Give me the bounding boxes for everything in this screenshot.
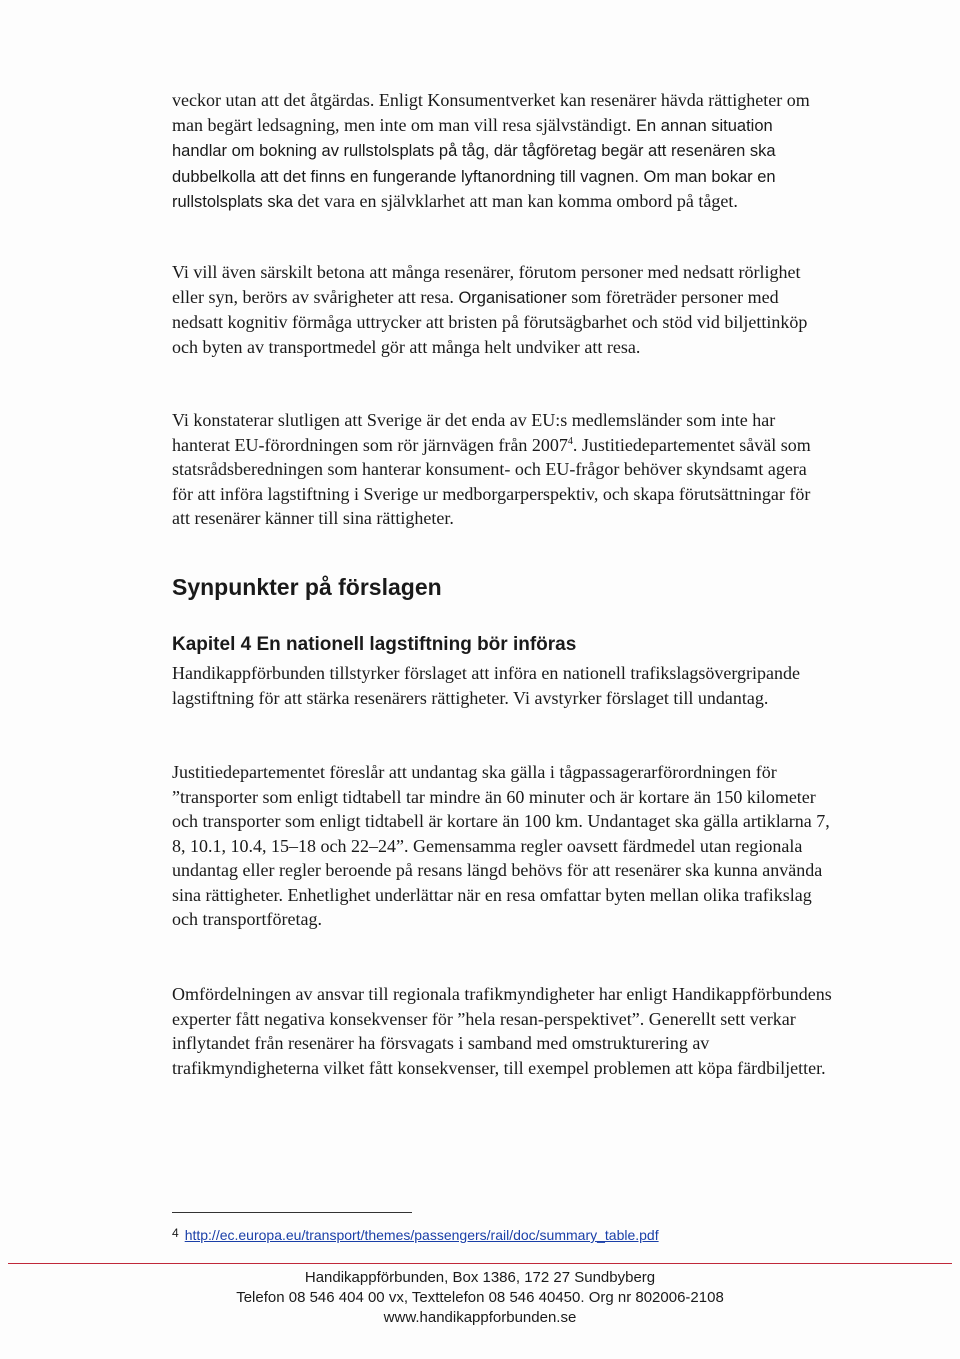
footer-address: Handikappförbunden, Box 1386, 172 27 Sundbyberg	[304, 1269, 656, 1286]
page-footer	[0, 1268, 960, 1328]
paragraph-resenarer-text-2: Organisationer	[453, 288, 567, 307]
paragraph-tillstyrker: Handikappförbunden tillstyrker förslaget att införa en nationell trafikslagsövergripande lagstiftning för att stärka resenärers rättigheter. Vi avstyrker förslaget till undantag.	[172, 663, 800, 708]
paragraph-ledsagning-text-3: det vara en självklarhet att man kan komma ombord på tåget.	[293, 191, 738, 211]
footnote-number: 4	[172, 1226, 179, 1240]
subsection-heading: Kapitel 4 En nationell lagstiftning bör införas	[172, 634, 577, 655]
paragraph-eu-forordning	[172, 408, 832, 531]
footer-contact: Telefon 08 546 404 00 vx, Texttelefon 08 546 40450. Org nr 802006-2108	[236, 1289, 724, 1306]
paragraph-undantag: Justitiedepartementet föreslår att undantag ska gälla i tågpassagerarförordningen för ”transporter som enligt tidtabell tar mindre än 60 minuter och är kortare än 150 kilometer och transporter som enligt tidtabell är kortare än 100 km. Undantaget ska gälla artiklarna 7, 8, 10.1, 10.4, 15–18 och 22–24”. Gemensamma regler oavsett färdmedel utan regionala undantag eller regler beroende på resans längd behövs för att resenärer ska kunna använda sina rättigheter. Enhetlighet underlättar när en resa omfattar byten mellan olika trafikslag och transportföretag.	[172, 762, 830, 929]
paragraph-eu-forordning-text: Vi konstaterar slutligen att Sverige är det enda av EU:s medlemsländer som inte har hanterat EU-förordningen som rör järnvägen från 2007	[172, 410, 776, 455]
footnote-link[interactable]: http://ec.europa.eu/transport/themes/passengers/rail/doc/summary_table.pdf	[184, 1227, 659, 1243]
paragraph-ledsagning	[172, 88, 832, 215]
section-heading: Synpunkter på förslagen	[172, 574, 442, 600]
paragraph-omfordelning: Omfördelningen av ansvar till regionala trafikmyndigheter har enligt Handikappförbundens experter fått negativa konsekvenser för ”hela resan-perspektivet”. Generellt sett verkar inflytandet från resenärer ha försvagats i samband med omstrukturering av trafikmyndigheterna vilket fått konsekvenser, till exempel problemen att köpa färdbiljetter.	[172, 984, 832, 1078]
paragraph-ledsagning-text-1: veckor utan att det åtgärdas. Enligt Konsumentverket kan resenärer hävda rättigheter om man begärt ledsagning, men inte om man vill resa självständigt.	[172, 90, 810, 135]
paragraph-resenarer-text-1: Vi vill även särskilt betona att många resenärer, förutom personer med nedsatt rörlighet eller syn, berörs av svårigheter att resa.	[172, 262, 801, 307]
paragraph-eu-forordning-rest: . Justitiedepartementet såväl som statsrådsberedningen som hanterar konsument- och EU-frågor behöver skyndsamt agera för att införa lagstiftning i Sverige ur medborgarperspektiv, och skapa förutsättningar för att resenärer känner till sina rättigheter.	[172, 434, 811, 528]
footer-divider	[8, 1263, 952, 1264]
footnote-divider	[172, 1212, 412, 1213]
footer-website[interactable]: www.handikappforbunden.se	[383, 1309, 577, 1326]
footnote	[172, 1226, 659, 1243]
paragraph-resenarer	[172, 260, 832, 359]
paragraph-ledsagning-text-2: En annan situation handlar om bokning av rullstolsplats på tåg, där tågföretag begär att resenären ska dubbelkolla att det finns en fungerande lyftanordning till vagnen. Om man bokar en rullstolsplats ska	[172, 116, 776, 211]
footnote-reference[interactable]: 4	[567, 435, 573, 447]
paragraph-resenarer-text-3: som företräder personer med nedsatt kognitiv förmåga uttrycker att bristen på förutsägbarhet och stöd vid biljettinköp och byten av transportmedel gör att många helt undviker att resa.	[172, 286, 808, 357]
